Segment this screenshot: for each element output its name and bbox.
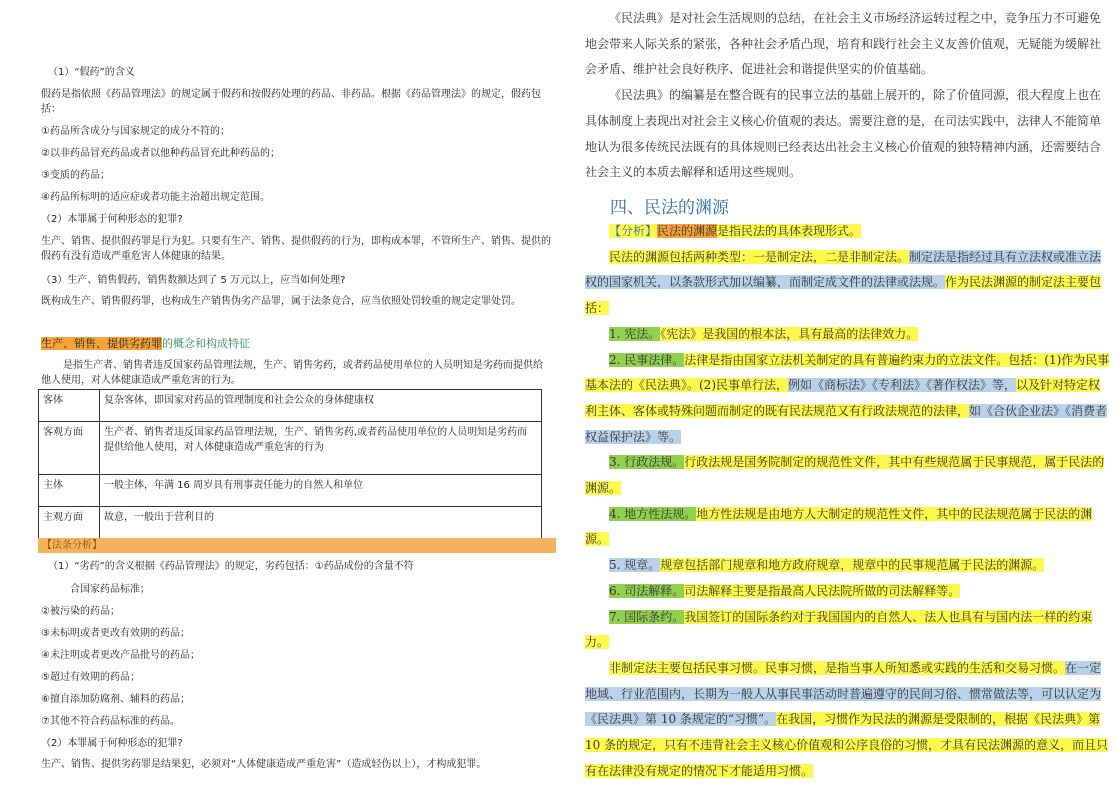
- paragraph-1: 《民法典》是对社会生活规则的总结，在社会主义市场经济运转过程之中，竞争压力不可避免地会带来人际关系的紧张，各种社会矛盾凸现，培育和践行社会主义友善价值观，无疑能为缓解社会矛盾、维护社会良好秩序、促进社会和谐提供坚实的价值基础。: [585, 11, 1102, 77]
- item-1: [585, 322, 1110, 348]
- types-paragraph: [585, 245, 1110, 322]
- table-cell-value: 复杂客体，即国家对药品的管理制度和社会公众的身体健康权: [100, 390, 542, 422]
- table-row: [39, 390, 542, 422]
- sources-body: [585, 219, 1110, 784]
- item-4: [585, 502, 1110, 553]
- non-statutory-c: 在我国，习惯作为民法的渊源是受限制的，根据《民法典》第 10 条的规定，只有不违背社会主义核心价值观和公序良俗的习惯，才具有民法渊源的意义，而且只有在法律没有规定的情况下才能适用习惯。: [585, 712, 1109, 778]
- bad-item-2: ②被污染的药品；: [41, 606, 120, 617]
- item-6: [585, 579, 1110, 605]
- item-1-head: 1. 宪法。: [609, 326, 661, 341]
- law-analysis-bar: [38, 538, 556, 553]
- q1-title: （1）“假药”的含义: [48, 67, 135, 78]
- table-row: [39, 422, 542, 475]
- types-a: 民法的渊源包括两种类型：一是制定法，二是非制定法。: [609, 249, 910, 264]
- item-5-text: 规章包括部门规章和地方政府规章，规章中的民事规范属于民法的渊源。: [660, 558, 1045, 573]
- section-heading: 四、民法的渊源: [610, 198, 729, 218]
- intro-paragraphs: [585, 6, 1110, 186]
- bad-item-5: ⑤超过有效期的药品；: [41, 672, 140, 683]
- non-statutory-a: 非制定法主要包括民事习惯。民事习惯，是指当事人所知悉或实践的生活和交易习惯。: [609, 660, 1066, 675]
- fake-item-2: ②以非药品冒充药品或者以他种药品冒充此种药品的；: [41, 148, 280, 159]
- law-analysis-label: 【法条分析】: [42, 540, 102, 551]
- non-statutory-paragraph: [585, 656, 1110, 785]
- paragraph-2: 《民法典》的编纂是在整合既有的民事立法的基础上展开的，除了价值同源，很大程度上也在具体制度上表现出对社会主义核心价值观的表达。需要注意的是，在司法实践中，法律人不能简单地认为很多传统民法既有的具体规则已经表达出社会主义核心价值观的独特精神内涵，还需要结合社会主义的本质去解释和适用这些规则。: [585, 88, 1102, 180]
- item-3: [585, 450, 1110, 501]
- q2-text: 生产、销售、提供假药罪是行为犯。只要有生产、销售、提供假药的行为，即构成本罪，不管所生产、销售、提供的假药有没有造成严重危害人体健康的结果。: [41, 236, 551, 262]
- types-b: 制定法是指经过具有立法权或准立法权的国家机关，以条款形式加以编纂，而制定成文件的法律或法规。: [585, 249, 1102, 290]
- table-cell-key: 客体: [39, 390, 100, 422]
- item-5-head: 5. 规章。: [609, 558, 661, 573]
- item-2-text-4: 如《合伙企业法》《消费者权益保护法》等。: [585, 403, 1108, 444]
- table-row: [39, 475, 542, 507]
- bad-item-3: ③未标明或者更改有效期的药品；: [41, 628, 190, 639]
- table-cell-key: 客观方面: [39, 422, 100, 475]
- item-7-head: 7. 国际条约。: [609, 609, 685, 624]
- item-2-text-2: 例如《商标法》《专利法》《著作权法》等，: [788, 378, 1017, 393]
- bad-item-6: ⑥擅自添加防腐剂、辅料的药品；: [41, 694, 190, 705]
- section-title: [41, 337, 250, 351]
- section-title-rest: 的概念和构成特征: [162, 337, 250, 350]
- a2-text: 生产、销售、提供劣药罪是结果犯，必须对“人体健康造成严重危害”（造成轻伤以上），才构成犯罪。: [41, 759, 487, 770]
- item-6-head: 6. 司法解释。: [609, 583, 685, 598]
- analysis-term: 民法的渊源: [657, 224, 718, 238]
- a2-title: （2）本罪属于何种形态的犯罪?: [41, 738, 183, 749]
- table-row: [39, 507, 542, 539]
- q2-title: （2）本罪属于何种形态的犯罪?: [41, 214, 183, 225]
- item-6-text: 司法解释主要是指最高人民法院所做的司法解释等。: [684, 583, 961, 598]
- right-page: [570, 0, 1118, 792]
- a1-continuation: 合国家药品标准；: [70, 584, 150, 595]
- item-4-text: 地方性法规是由地方人大制定的规范性文件，其中的民法规范属于民法的渊源。: [585, 506, 1093, 547]
- a1-title: （1）“劣药”的含义根据《药品管理法》的规定，劣药包括：①药品成份的含量不符: [48, 561, 414, 572]
- item-3-text: 行政法规是国务院制定的规范性文件，其中有些规范属于民事规范，属于民法的渊源。: [585, 455, 1105, 496]
- elements-table: [38, 389, 542, 539]
- table-cell-value: 生产者、销售者违反国家药品管理法规，生产、销售劣药,或者药品使用单位的人员明知是劣药而提供给他人使用，对人体健康造成严重危害的行为: [100, 422, 542, 475]
- item-2-text-1: 法律是指由国家立法机关制定的具有普遍约束力的立法文件。包括：(1)作为民事基本法的《民法典》。(2)民事单行法，: [585, 352, 1110, 393]
- item-2: [585, 348, 1110, 451]
- types-c: 作为民法渊源的制定法主要包括：: [585, 275, 1102, 316]
- section-definition: 是指生产者、销售者违反国家药品管理法规，生产、销售劣药，或者药品使用单位的人员明知是劣药而提供给他人使用，对人体健康造成严重危害的行为。: [41, 360, 543, 386]
- item-2-head: 2. 民事法律。: [609, 352, 685, 367]
- non-statutory-b: 在一定地域、行业范围内，长期为一般人从事民事活动时普遍遵守的民间习俗、惯常做法等，可以认定为《民法典》第 10 条规定的“习惯”。: [585, 660, 1102, 727]
- q3-title: （3）生产、销售假药，销售数额达到了 5 万元以上，应当如何处理?: [41, 275, 346, 286]
- item-7-text: 我国签订的国际条约对于我国国内的自然人、法人也具有与国内法一样的约束力。: [585, 609, 1093, 650]
- section-title-highlight: 生产、销售、提供劣药罪: [41, 337, 162, 350]
- analysis-line: [585, 219, 1110, 245]
- table-cell-value: 一般主体，年满 16 周岁具有刑事责任能力的自然人和单位: [100, 475, 542, 507]
- item-7: [585, 605, 1110, 656]
- item-4-head: 4. 地方性法规。: [609, 506, 697, 521]
- table-cell-key: 主体: [39, 475, 100, 507]
- q1-text: 假药是指依照《药品管理法》的规定属于假药和按假药处理的药品、非药品。根据《药品管理法》的规定，假药包括：: [41, 89, 541, 115]
- item-5: [585, 553, 1110, 579]
- bad-item-4: ④未注明或者更改产品批号的药品；: [41, 650, 200, 661]
- fake-item-4: ④药品所标明的适应症或者功能主治超出规定范围。: [41, 192, 270, 203]
- fake-item-3: ③变质的药品；: [41, 170, 110, 181]
- analysis-bracket: 【分析】: [609, 224, 658, 238]
- item-1-text: 《宪法》是我国的根本法，具有最高的法律效力。: [660, 326, 919, 341]
- table-cell-value: 故意，一般出于营利目的: [100, 507, 542, 539]
- item-2-text-3: 以及针对特定权利主体、客体或特殊问题而制定的既有民法规范又有行政法规范的法律，: [585, 378, 1101, 418]
- item-3-head: 3. 行政法规。: [609, 455, 685, 470]
- analysis-rest: 是指民法的具体表现形式。: [717, 224, 862, 238]
- bad-item-7: ⑦其他不符合药品标准的药品。: [41, 716, 180, 727]
- fake-item-1: ①药品所含成分与国家规定的成分不符的；: [41, 126, 230, 137]
- table-cell-key: 主观方面: [39, 507, 100, 539]
- q3-text: 既构成生产、销售假药罪，也构成生产销售伪劣产品罪，属于法条竞合，应当依照处罚较重的规定定罪处罚。: [41, 296, 521, 307]
